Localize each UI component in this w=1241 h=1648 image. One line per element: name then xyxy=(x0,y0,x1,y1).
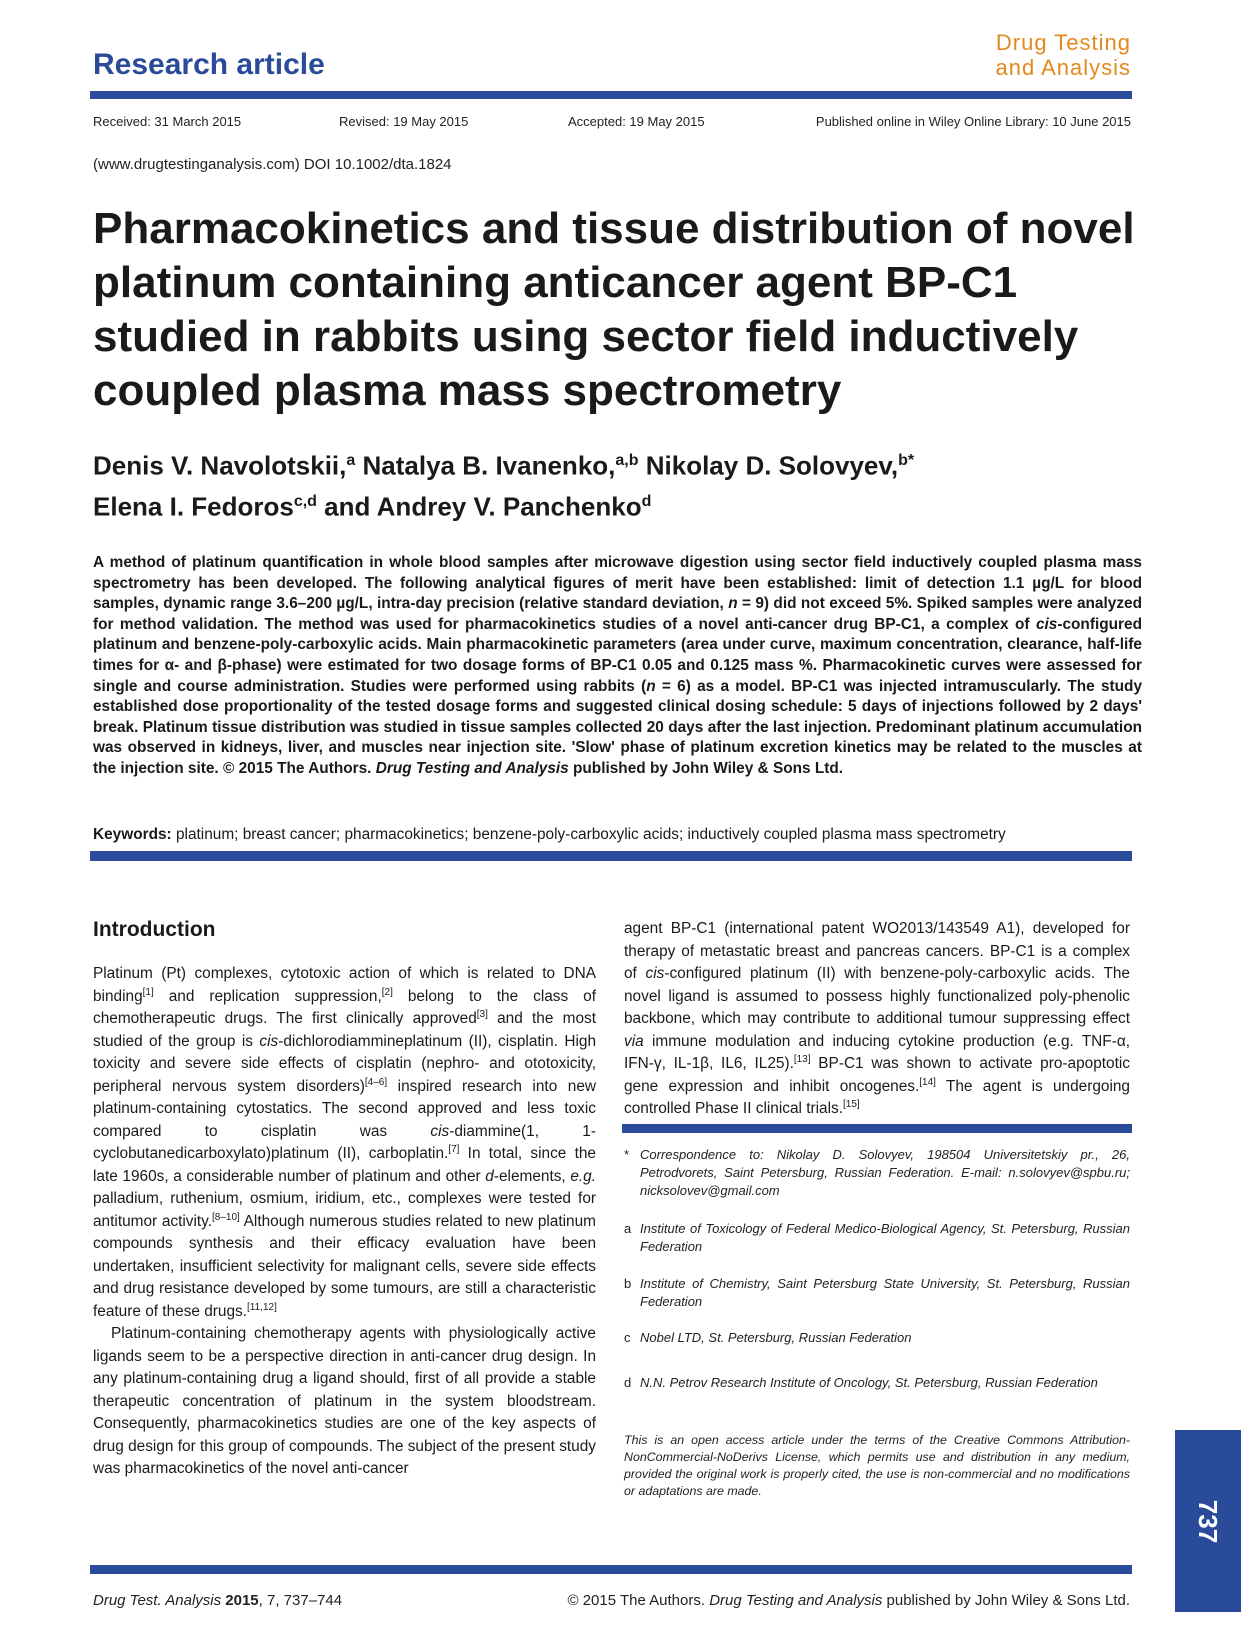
affiliation-text: N.N. Petrov Research Institute of Oncology, St. Petersburg, Russian Federation xyxy=(640,1375,1098,1390)
body-text: The agent is undergoing controlled Phase II clinical trials. xyxy=(624,1077,1130,1117)
body-italic: cis xyxy=(259,1032,279,1050)
body-italic: e.g. xyxy=(570,1167,596,1185)
abstract-italic: n xyxy=(728,595,738,613)
intro-paragraph-3 xyxy=(624,918,1130,1121)
affiliation-text: Institute of Toxicology of Federal Medico-Biological Agency, St. Petersburg, Russian Federation xyxy=(640,1221,1130,1254)
author-name: Elena I. Fedoros xyxy=(93,491,294,522)
license-note: This is an open access article under the terms of the Creative Commons Attribution-NonCommercial-NoDerivs License, which permits use and distribution in any medium, provided the original work is properly cited, the use is non-commercial and no modifications or adaptations are made. xyxy=(624,1433,1130,1498)
author-affiliation-mark: a xyxy=(346,452,356,469)
citation-link[interactable]: [11,12] xyxy=(247,1301,277,1313)
journal-logo[interactable] xyxy=(995,30,1131,80)
citation-link[interactable]: [13] xyxy=(793,1053,811,1065)
body-text: belong to the class of chemotherapeutic drugs. The first clinically approved xyxy=(93,987,596,1027)
affiliation-text: Nobel LTD, St. Petersburg, Russian Federation xyxy=(640,1330,912,1345)
author-name: Natalya B. Ivanenko, xyxy=(355,450,616,481)
author-affiliation-mark: c,d xyxy=(293,492,317,510)
affiliation-text: Institute of Chemistry, Saint Petersburg State University, St. Petersburg, Russian Federation xyxy=(640,1276,1130,1309)
keywords-text: platinum; breast cancer; pharmacokinetics; benzene-poly-carboxylic acids; inductively coupled plasma mass spectrometry xyxy=(171,826,1006,843)
body-text: and the most studied of the group is xyxy=(93,1010,596,1050)
body-italic: via xyxy=(624,1032,644,1050)
author-affiliation-mark: d xyxy=(641,492,652,510)
footnote-marker: b xyxy=(624,1276,632,1291)
intro-paragraph-1 xyxy=(93,963,596,1323)
body-text: and replication suppression, xyxy=(153,987,382,1005)
page-number: 737 xyxy=(1193,1499,1224,1543)
keywords xyxy=(93,826,1143,844)
footnote-marker: * xyxy=(624,1147,630,1162)
body-italic: d xyxy=(485,1167,494,1185)
journal-logo-line1: Drug Testing xyxy=(995,30,1131,55)
section-heading-introduction: Introduction xyxy=(93,918,216,941)
author-list xyxy=(93,443,1143,524)
footnote-marker: c xyxy=(624,1330,631,1345)
author-affiliation-mark: a,b xyxy=(615,452,639,469)
body-text: Platinum (Pt) complexes, cytotoxic action of which is related to DNA binding xyxy=(93,965,596,1005)
page-number-wrapper xyxy=(1175,1430,1241,1612)
body-text: BP-C1 was shown to activate pro-apoptotic gene expression and inhibit oncogenes. xyxy=(624,1055,1130,1095)
author-name: Nikolay D. Solovyev, xyxy=(638,450,899,481)
footer-year: 2015 xyxy=(221,1592,259,1609)
abstract-text: = 9) did not exceed 5%. Spiked samples were analyzed for method validation. The method was used for pharmacokinetics studies of a novel anti-cancer drug BP-C1, a complex of xyxy=(93,595,1142,633)
footer-copyright-text: © 2015 The Authors. xyxy=(567,1592,710,1609)
body-text: -diammine(1, 1-cyclobutanedicarboxylato)platinum (II), carboplatin. xyxy=(93,1122,596,1162)
abstract-text: published by John Wiley & Sons Ltd. xyxy=(568,759,844,777)
journal-logo-line2: and Analysis xyxy=(995,55,1131,80)
citation-link[interactable]: [1] xyxy=(142,986,154,998)
footer-rule xyxy=(90,1565,1132,1574)
abstract xyxy=(93,553,1142,780)
footer-citation xyxy=(93,1592,342,1609)
citation-link[interactable]: [2] xyxy=(381,986,393,998)
footer-copyright xyxy=(568,1592,1131,1609)
footer-copyright-journal: Drug Testing and Analysis xyxy=(709,1592,883,1609)
affiliation-c xyxy=(624,1329,1130,1347)
abstract-text: -configured platinum and benzene-poly-carboxylic acids. Main pharmacokinetic parameters (area under curve, maximum concentration, clearance, half-life times for α- and β-phase) were estimated for two dosage forms of BP-C1 0.05 and 0.125 mass %. Pharmacokinetic curves were assessed for single and course administration. Studies were performed using rabbits ( xyxy=(93,615,1142,695)
body-column-right xyxy=(624,918,1130,1121)
body-column-left xyxy=(93,963,596,1481)
abstract-rule xyxy=(90,851,1132,861)
abstract-italic: cis xyxy=(1035,615,1058,633)
article-title: Pharmacokinetics and tissue distribution of novel platinum containing anticancer agent BP-C1 studied in rabbits using sector field inductively coupled plasma mass spectrometry xyxy=(93,204,1135,415)
intro-paragraph-2: Platinum-containing chemotherapy agents with physiologically active ligands seem to be a perspective direction in anti-cancer drug design. In any platinum-containing drug a ligand should, first of all provide a stable therapeutic concentration of platinum in the system bloodstream. Consequently, pharmacokinetics studies are one of the key aspects of drug design for this group of compounds. The subject of the present study was pharmacokinetics of the novel anti-cancer xyxy=(93,1325,596,1477)
published-date: Published online in Wiley Online Library: 10 June 2015 xyxy=(815,114,1131,129)
author-affiliation-mark: b* xyxy=(898,452,915,469)
citation-link[interactable]: [15] xyxy=(843,1098,860,1110)
affiliation-a xyxy=(624,1220,1130,1256)
abstract-text: A method of platinum quantification in whole blood samples after microwave digestion using sector field inductively coupled plasma mass spectrometry has been developed. The following analytical figures of merit have been established: limit of detection 1.1 µg/L for blood samples, dynamic range 3.6–200 µg/L, intra-day precision (relative standard deviation, xyxy=(93,554,1142,613)
header-rule xyxy=(90,91,1132,99)
body-text: immune modulation and inducing cytokine production (e.g. TNF-α, IFN-γ, IL-1β, IL6, IL25). xyxy=(624,1032,1130,1072)
citation-link[interactable]: [4–6] xyxy=(364,1076,388,1088)
author-name: Denis V. Navolotskii, xyxy=(93,450,347,481)
footer-copyright-text: published by John Wiley & Sons Ltd. xyxy=(882,1592,1130,1609)
correspondence-note xyxy=(624,1146,1130,1200)
doi-line[interactable]: (www.drugtestinganalysis.com) DOI 10.1002/dta.1824 xyxy=(93,156,452,173)
abstract-italic: n xyxy=(646,677,656,695)
body-text: -configured platinum (II) with benzene-poly-carboxylic acids. The novel ligand is assumed to possess highly functionalized poly-phenolic backbone, which may contribute to additional tumour suppressing effect xyxy=(624,965,1130,1027)
affiliation-b xyxy=(624,1275,1130,1311)
citation-link[interactable]: [3] xyxy=(476,1008,488,1020)
section-label: Research article xyxy=(93,48,325,81)
body-text: inspired research into new platinum-containing cytostatics. The second approved and less toxic compared to cisplatin was xyxy=(93,1077,596,1140)
body-text: Although numerous studies related to new platinum compounds synthesis and their efficacy evaluation have been undertaken, insufficient selectivity for malignant cells, severe side effects and drug resistance developed by some tumours, are still a characteristic feature of these drugs. xyxy=(93,1212,596,1320)
body-text: agent BP-C1 (international patent WO2013/143549 A1), developed for therapy of metastatic breast and pancreas cancers. BP-C1 is a complex of xyxy=(624,920,1130,982)
accepted-date: Accepted: 19 May 2015 xyxy=(568,114,705,129)
body-italic: cis xyxy=(430,1122,450,1140)
body-text: palladium, ruthenium, osmium, iridium, etc., complexes were tested for antitumor activity. xyxy=(93,1190,596,1230)
citation-link[interactable]: [7] xyxy=(448,1143,460,1155)
body-italic: cis xyxy=(645,965,665,982)
body-text: -dichlorodiammineplatinum (II), cisplatin. High toxicity and severe side effects of cisplatin (nephro- and ototoxicity, peripheral nervous system disorders) xyxy=(93,1032,597,1095)
citation-link[interactable]: [14] xyxy=(919,1076,936,1088)
affiliation-d xyxy=(624,1374,1130,1392)
author-name: and Andrey V. Panchenko xyxy=(316,491,642,522)
footnote-rule xyxy=(622,1124,1132,1133)
abstract-journal-name: Drug Testing and Analysis xyxy=(375,759,569,777)
footnote-marker: a xyxy=(624,1221,632,1236)
footnote-marker: d xyxy=(624,1375,632,1390)
footer-journal-abbrev: Drug Test. Analysis xyxy=(93,1592,222,1609)
footer-volume-pages: , 7, 737–744 xyxy=(258,1592,343,1609)
page-number-tab xyxy=(1175,1430,1241,1612)
revised-date: Revised: 19 May 2015 xyxy=(339,114,469,129)
correspondence-text[interactable]: Correspondence to: Nikolay D. Solovyev, 198504 Universitetskiy pr., 26, Petrodvorets, Saint Petersburg, Russian Federation. E-mail: n.solovyev@spbu.ru; nicksolovev@gmail.com xyxy=(640,1147,1130,1198)
citation-link[interactable]: [8–10] xyxy=(212,1211,240,1223)
received-date: Received: 31 March 2015 xyxy=(93,114,242,129)
body-text: In total, since the late 1960s, a considerable number of platinum and other xyxy=(93,1145,596,1185)
abstract-text: = 6) as a model. BP-C1 was injected intramuscularly. The study established dose proportionality of the tested dosage forms and suggested clinical dosing schedule: 5 days of injections followed by 2 days' break. Platinum tissue distribution was studied in tissue samples collected 20 days after the last injection. Predominant platinum accumulation was observed in kidneys, liver, and muscles near injection site. 'Slow' phase of platinum excretion kinetics may be related to the muscles at the injection site. © 2015 The Authors. xyxy=(93,677,1143,777)
keywords-label: Keywords: xyxy=(93,826,172,843)
body-text: -elements, xyxy=(493,1167,571,1185)
